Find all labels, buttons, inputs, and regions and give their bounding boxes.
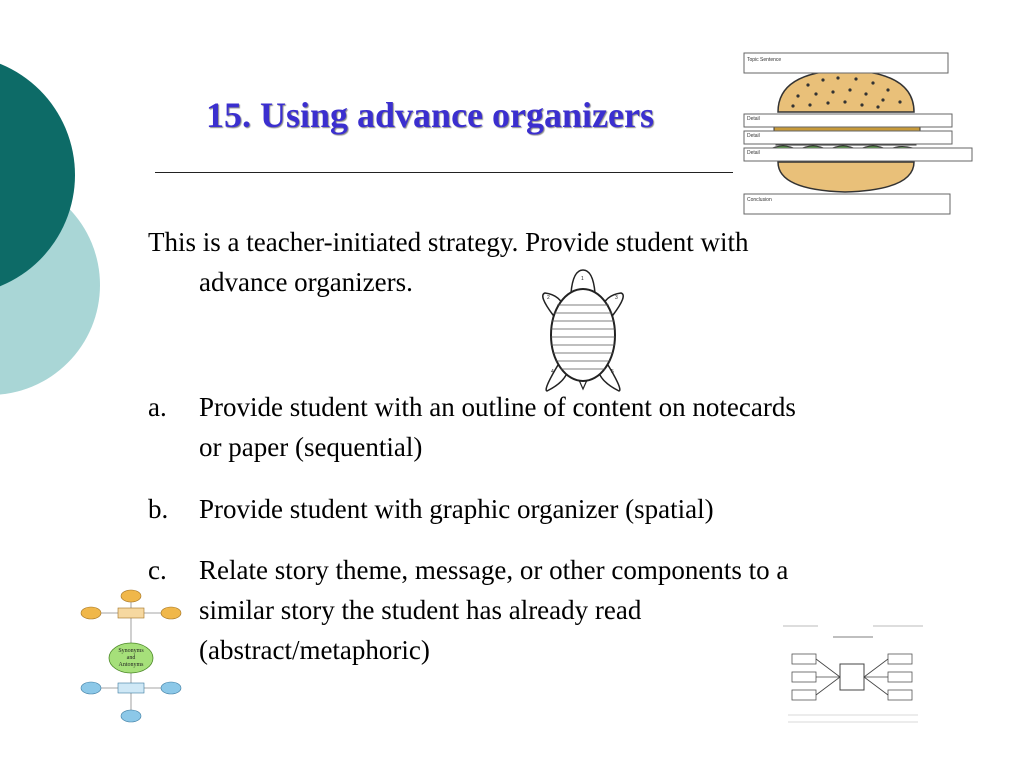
list-item-line: (abstract/metaphoric): [199, 635, 430, 665]
conclusion-label: Conclusion: [747, 197, 772, 203]
concept-web-organizer-image: [76, 588, 186, 728]
list-item-label: c.: [148, 555, 167, 585]
title-underline: [155, 172, 733, 173]
list-item-line: or paper (sequential): [199, 432, 423, 462]
list-item-label: a.: [148, 392, 167, 422]
cause-effect-organizer-image: [778, 620, 928, 730]
intro-line-1: This is a teacher-initiated strategy. Provide student with: [148, 227, 749, 257]
detail-label-3: Detail: [747, 150, 760, 156]
svg-text:3: 3: [615, 295, 618, 301]
detail-label-1: Detail: [747, 116, 760, 122]
svg-text:4: 4: [551, 369, 554, 375]
detail-label-2: Detail: [747, 133, 760, 139]
list-item-line: similar story the student has already read: [199, 595, 642, 625]
intro-paragraph: [148, 222, 948, 302]
svg-text:2: 2: [547, 295, 550, 301]
concept-center-line-1: Synonyms: [118, 648, 144, 654]
svg-text:5: 5: [611, 369, 614, 375]
intro-line-2: advance organizers.: [199, 267, 413, 297]
svg-text:1: 1: [581, 276, 584, 282]
decorative-circles: [0, 0, 120, 420]
concept-center-line-2: and: [126, 655, 136, 661]
list-item-line: Provide student with graphic organizer (spatial): [199, 494, 714, 524]
slide-title: 15. Using advance organizers: [206, 95, 654, 135]
list-item-line: Provide student with an outline of content on notecards: [199, 392, 796, 422]
list-item-label: b.: [148, 494, 169, 524]
hamburger-organizer-image: [738, 50, 978, 220]
topic-sentence-label: Topic Sentence: [747, 57, 782, 63]
list-item-line: Relate story theme, message, or other components to a: [199, 555, 789, 585]
concept-center-line-3: Antonyms: [118, 662, 144, 668]
